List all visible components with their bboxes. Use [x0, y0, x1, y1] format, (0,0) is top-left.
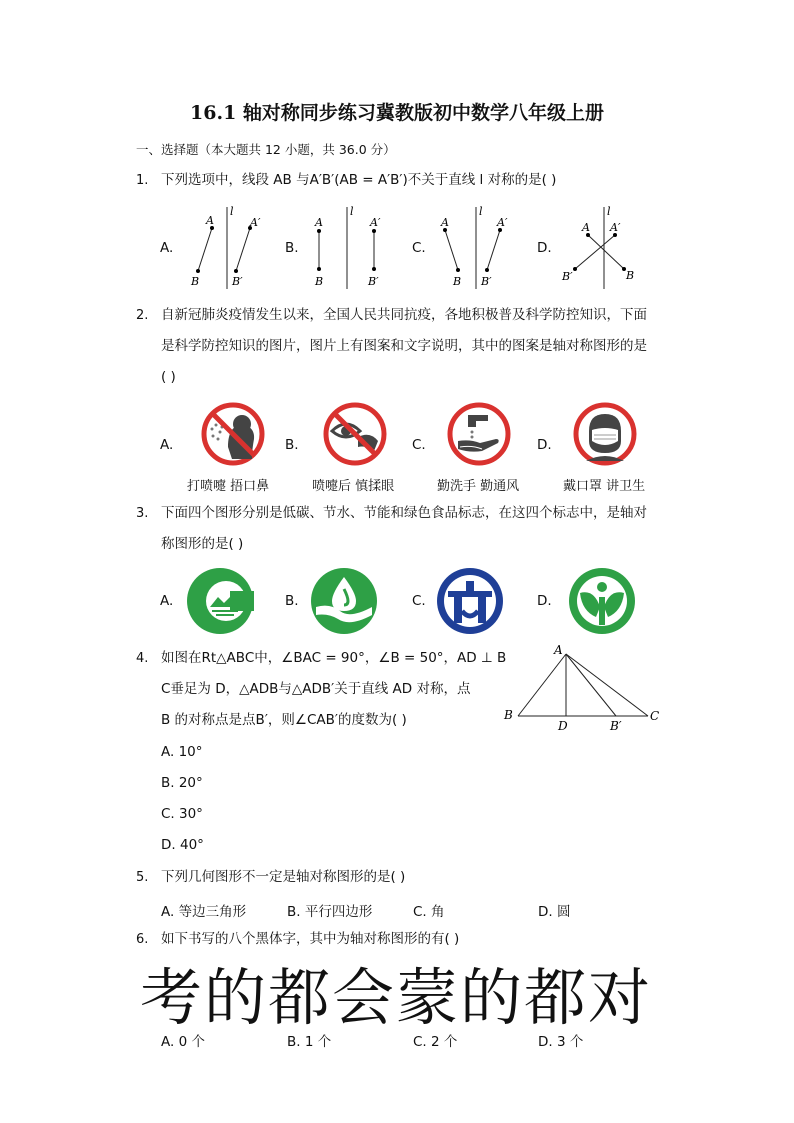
svg-text:B: B	[453, 275, 462, 288]
question-1-number: 1.	[136, 173, 149, 188]
svg-text:l: l	[607, 205, 611, 218]
fig-label-a: A	[554, 643, 563, 657]
fig-label-l: l	[230, 205, 234, 218]
q4-option-b: B. 20°	[161, 775, 203, 791]
low-carbon-logo-icon	[186, 567, 254, 635]
q6-option-d: D. 3 个	[538, 1034, 584, 1050]
q2-caption-a: 打喷嚏 捂口鼻	[187, 479, 270, 494]
fig-label-b: B	[504, 708, 513, 722]
question-3-line-1: 下面四个图形分别是低碳、节水、节能和绿色食品标志，在这四个标志中，是轴对	[161, 505, 647, 521]
q3-option-c-label: C.	[412, 593, 426, 609]
hand-wash-sign-icon	[446, 401, 512, 467]
question-2-number: 2.	[136, 308, 149, 323]
question-3-number: 3.	[136, 506, 149, 521]
wear-mask-sign-icon	[572, 401, 638, 467]
q1-option-a-label: A.	[160, 240, 174, 256]
q1-option-d-label: D.	[537, 240, 552, 256]
q1-figure-c	[436, 203, 516, 293]
question-6-text: 如下书写的八个黑体字，其中为轴对称图形的有( )	[161, 931, 460, 947]
svg-text:B′: B′	[562, 270, 573, 283]
q5-option-d: D. 圆	[538, 904, 571, 920]
svg-text:A′: A′	[497, 216, 508, 229]
q3-option-a-label: A.	[160, 593, 174, 609]
q3-option-b-label: B.	[285, 593, 299, 609]
question-3-line-2: 称图形的是( )	[161, 536, 244, 552]
fig-label-c: C	[650, 709, 660, 723]
question-2-line-3: ( )	[161, 369, 176, 385]
q4-option-c: C. 30°	[161, 806, 203, 822]
question-4-line-1: 如图在Rt△ABC中，∠BAC = 90°，∠B = 50°，AD ⊥ B	[161, 650, 507, 666]
svg-text:B: B	[191, 275, 200, 288]
q4-triangle-figure	[498, 640, 668, 736]
q1-figure-b	[310, 203, 390, 293]
svg-text:A: A	[315, 216, 323, 229]
q1-option-b-label: B.	[285, 240, 299, 256]
svg-text:B: B	[626, 269, 635, 282]
q2-caption-c: 勤洗手 勤通风	[437, 479, 520, 494]
svg-text:B′: B′	[481, 275, 492, 288]
q2-option-c-label: C.	[412, 437, 426, 453]
q2-caption-b: 喷嚏后 慎揉眼	[312, 479, 395, 494]
q2-option-b-label: B.	[285, 437, 299, 453]
question-4-line-3: B 的对称点是点B′，则∠CAB′的度数为( )	[161, 712, 407, 728]
q1-figure-d	[560, 203, 644, 293]
question-2-line-1: 自新冠肺炎疫情发生以来，全国人民共同抗疫，各地积极普及科学防控知识，下面	[161, 307, 647, 323]
question-4-line-2: C垂足为 D，△ADB与△ADB′关于直线 AD 对称，点	[161, 681, 471, 697]
q4-option-a: A. 10°	[161, 744, 203, 760]
svg-text:l: l	[479, 205, 483, 218]
question-6-number: 6.	[136, 932, 149, 947]
svg-text:B′: B′	[232, 275, 243, 288]
q5-option-b: B. 平行四边形	[287, 904, 373, 920]
svg-text:A′: A′	[250, 216, 261, 229]
svg-text:l: l	[350, 205, 354, 218]
q3-option-d-label: D.	[537, 593, 552, 609]
svg-text:B: B	[315, 275, 324, 288]
q2-option-d-label: D.	[537, 437, 552, 453]
sneeze-cover-sign-icon	[200, 401, 266, 467]
section-heading: 一、选择题（本大题共 12 小题，共 36.0 分）	[136, 142, 396, 157]
q6-option-b: B. 1 个	[287, 1034, 332, 1050]
page-title: 16.1 轴对称同步练习冀教版初中数学八年级上册	[190, 102, 604, 124]
q6-option-c: C. 2 个	[413, 1034, 458, 1050]
q5-option-a: A. 等边三角形	[161, 904, 247, 920]
svg-text:A: A	[206, 214, 214, 227]
question-2-line-2: 是科学防控知识的图片，图片上有图案和文字说明，其中的图案是轴对称图形的是	[161, 338, 647, 354]
green-food-logo-icon	[568, 567, 636, 635]
q1-figure-a	[186, 203, 266, 293]
question-5-number: 5.	[136, 870, 149, 885]
q5-option-c: C. 角	[413, 904, 445, 920]
fig-label-b-prime: B′	[610, 719, 622, 733]
svg-text:A: A	[582, 221, 590, 234]
fig-label-d: D	[558, 719, 568, 733]
q6-big-characters: 考的都会蒙的都对	[140, 961, 653, 1034]
q2-option-a-label: A.	[160, 437, 174, 453]
svg-text:A′: A′	[610, 221, 621, 234]
svg-text:A′: A′	[370, 216, 381, 229]
question-4-number: 4.	[136, 651, 149, 666]
svg-text:A: A	[441, 216, 449, 229]
water-saving-logo-icon	[310, 567, 378, 635]
q1-option-c-label: C.	[412, 240, 426, 256]
svg-text:B′: B′	[368, 275, 379, 288]
q2-caption-d: 戴口罩 讲卫生	[563, 479, 646, 494]
question-1-text: 下列选项中，线段 AB 与A′B′(AB = A′B′)不关于直线 l 对称的是( )	[161, 172, 557, 188]
energy-saving-logo-icon	[436, 567, 504, 635]
q6-option-a: A. 0 个	[161, 1034, 205, 1050]
question-5-text: 下列几何图形不一定是轴对称图形的是( )	[161, 869, 406, 885]
q4-option-d: D. 40°	[161, 837, 204, 853]
rub-eye-sign-icon	[322, 401, 388, 467]
